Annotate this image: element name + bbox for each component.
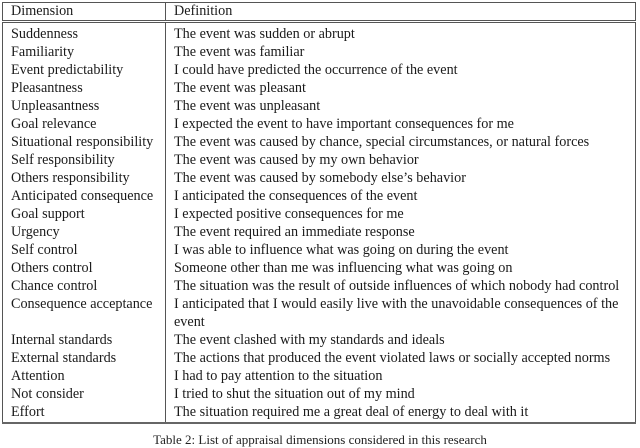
table-row — [3, 22, 636, 44]
definition-cell: I anticipated that I would easily live with the unavoidable consequences of the event — [166, 295, 636, 331]
definition-cell: I tried to shut the situation out of my mind — [166, 385, 636, 403]
definition-cell: The event was caused by somebody else’s behavior — [166, 169, 636, 187]
definition-cell: The event was sudden or abrupt — [166, 22, 636, 44]
definition-cell: The event was caused by chance, special circumstances, or natural forces — [166, 133, 636, 151]
dimension-cell: Situational responsibility — [3, 133, 166, 151]
definition-cell: I could have predicted the occurrence of the event — [166, 61, 636, 79]
table-caption: Table 2: List of appraisal dimensions considered in this research — [153, 432, 487, 447]
table-row — [3, 259, 636, 277]
dimension-cell: External standards — [3, 349, 166, 367]
table-row — [3, 115, 636, 133]
table-row — [3, 205, 636, 223]
column-header-dimension: Dimension — [3, 3, 166, 22]
definition-cell: Someone other than me was influencing what was going on — [166, 259, 636, 277]
definition-cell: The event was unpleasant — [166, 97, 636, 115]
table-row — [3, 151, 636, 169]
table-row — [3, 331, 636, 349]
table-row — [3, 79, 636, 97]
dimension-cell: Others control — [3, 259, 166, 277]
dimension-cell: Pleasantness — [3, 79, 166, 97]
table-row — [3, 169, 636, 187]
table-row — [3, 187, 636, 205]
table-row — [3, 295, 636, 331]
table-row — [3, 223, 636, 241]
table-row — [3, 133, 636, 151]
table-row — [3, 385, 636, 403]
table-row — [3, 241, 636, 259]
dimension-cell: Attention — [3, 367, 166, 385]
appraisal-dimensions-table — [2, 2, 636, 424]
dimension-cell: Goal support — [3, 205, 166, 223]
table-row — [3, 367, 636, 385]
dimension-cell: Event predictability — [3, 61, 166, 79]
dimension-cell: Goal relevance — [3, 115, 166, 133]
dimension-cell: Effort — [3, 403, 166, 423]
definition-cell: The event clashed with my standards and ideals — [166, 331, 636, 349]
dimension-cell: Consequence acceptance — [3, 295, 166, 331]
dimension-cell: Self responsibility — [3, 151, 166, 169]
definition-cell: The situation was the result of outside influences of which nobody had control — [166, 277, 636, 295]
table-row — [3, 97, 636, 115]
dimension-cell: Self control — [3, 241, 166, 259]
dimension-cell: Suddenness — [3, 22, 166, 44]
dimension-cell: Not consider — [3, 385, 166, 403]
definition-cell: The actions that produced the event violated laws or socially accepted norms — [166, 349, 636, 367]
table-header-row — [3, 3, 636, 22]
dimension-cell: Internal standards — [3, 331, 166, 349]
definition-cell: I anticipated the consequences of the event — [166, 187, 636, 205]
table-row — [3, 349, 636, 367]
definition-cell: The event was familiar — [166, 43, 636, 61]
definition-cell: The situation required me a great deal of energy to deal with it — [166, 403, 636, 423]
dimension-cell: Familiarity — [3, 43, 166, 61]
dimension-cell: Chance control — [3, 277, 166, 295]
table-row — [3, 61, 636, 79]
definition-cell: The event was pleasant — [166, 79, 636, 97]
dimension-cell: Urgency — [3, 223, 166, 241]
table-row — [3, 403, 636, 423]
definition-cell: I expected positive consequences for me — [166, 205, 636, 223]
dimension-cell: Others responsibility — [3, 169, 166, 187]
dimension-cell: Unpleasantness — [3, 97, 166, 115]
definition-cell: The event was caused by my own behavior — [166, 151, 636, 169]
table-row — [3, 277, 636, 295]
definition-cell: The event required an immediate response — [166, 223, 636, 241]
table-row — [3, 43, 636, 61]
definition-cell: I had to pay attention to the situation — [166, 367, 636, 385]
definition-cell: I was able to influence what was going on during the event — [166, 241, 636, 259]
definition-cell: I expected the event to have important consequences for me — [166, 115, 636, 133]
column-header-definition: Definition — [166, 3, 636, 22]
dimension-cell: Anticipated consequence — [3, 187, 166, 205]
